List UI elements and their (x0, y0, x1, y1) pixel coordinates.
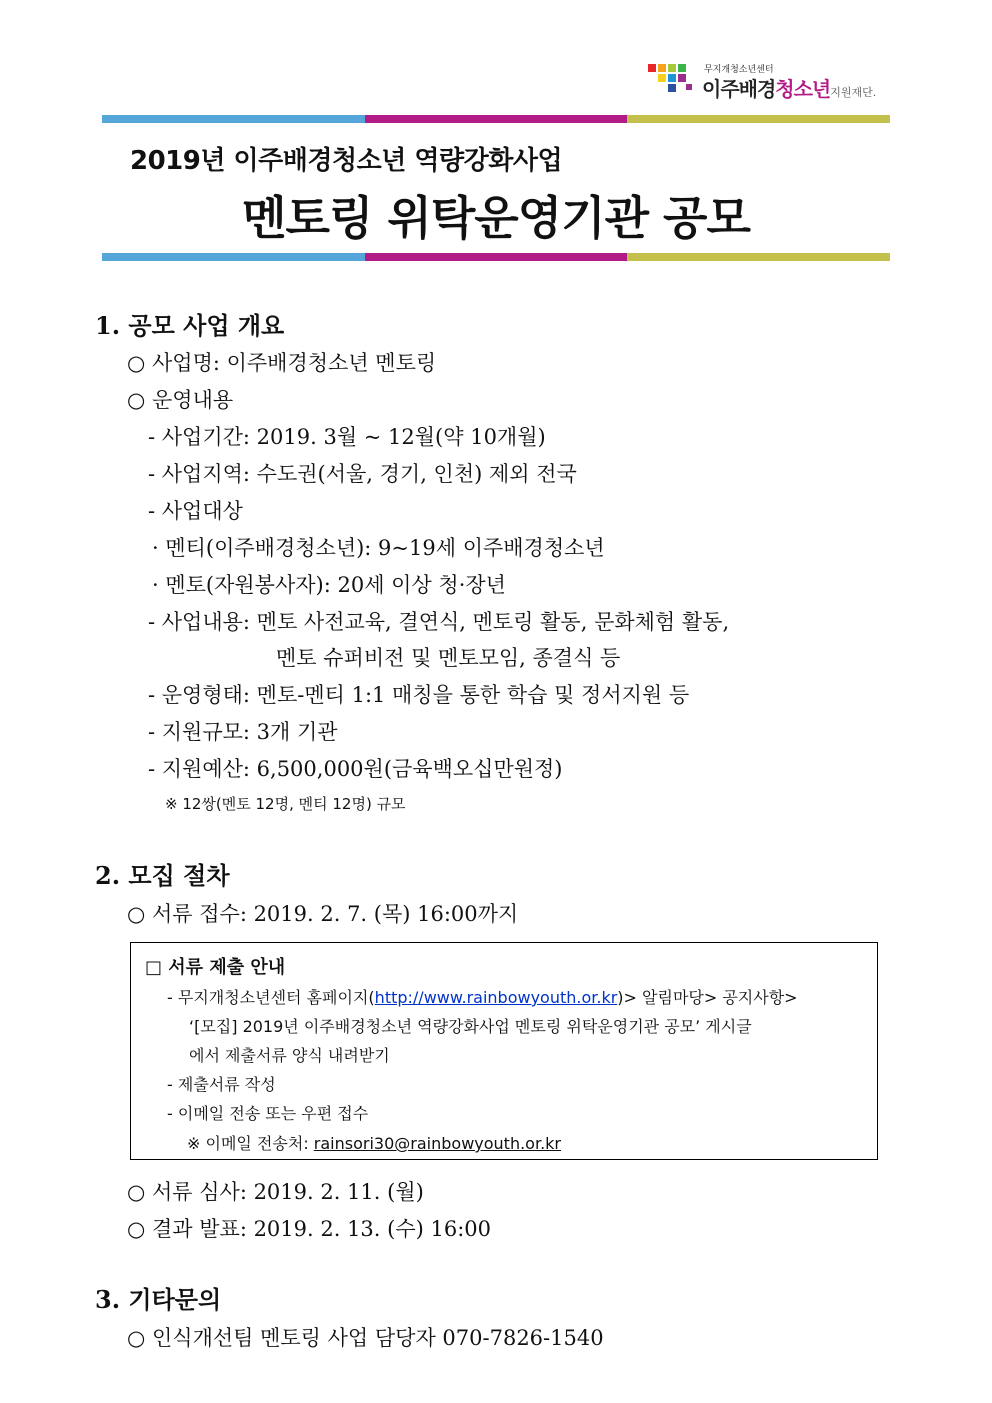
support-budget: - 지원예산: 6,500,000원(금육백오십만원정) (148, 757, 563, 781)
inquiry-contact: ○ 인식개선팀 멘토링 사업 담당자 070-7826-1540 (127, 1326, 604, 1350)
logo-name (702, 73, 876, 102)
header-top-bar (102, 115, 890, 123)
guide-line-download: 에서 제출서류 양식 내려받기 (189, 1046, 390, 1065)
foundation-logo (648, 62, 888, 101)
logo-name-part2: 청소년 (775, 77, 831, 101)
result-announcement: ○ 결과 발표: 2019. 2. 13. (수) 16:00 (127, 1217, 492, 1241)
business-name: ○ 사업명: 이주배경청소년 멘토링 (127, 351, 437, 375)
bar-segment-olive (627, 253, 890, 261)
bar-segment-blue (102, 253, 365, 261)
business-region: - 사업지역: 수도권(서울, 경기, 인천) 제외 전국 (148, 462, 577, 486)
guide-line-email (187, 1131, 561, 1154)
target-mentee: · 멘티(이주배경청소년): 9~19세 이주배경청소년 (152, 536, 605, 560)
logo-name-suffix: 지원재단. (830, 86, 877, 99)
bar-segment-blue (102, 115, 365, 123)
logo-name-part1: 이주배경 (702, 77, 776, 101)
business-content-line1: - 사업내용: 멘토 사전교육, 결연식, 멘토링 활동, 문화체험 활동, (148, 610, 730, 634)
business-period: - 사업기간: 2019. 3월 ~ 12월(약 10개월) (148, 425, 546, 449)
submission-guide-box (130, 942, 878, 1160)
budget-note: ※ 12쌍(멘토 12명, 멘티 12명) 규모 (165, 795, 406, 813)
homepage-link[interactable]: http://www.rainbowyouth.or.kr (374, 988, 618, 1007)
support-scale: - 지원규모: 3개 기관 (148, 720, 338, 744)
guide-line-homepage-post: )> 알림마당> 공지사항> (617, 988, 798, 1007)
bar-segment-olive (627, 115, 890, 123)
submission-guide-title: □ 서류 제출 안내 (145, 957, 286, 978)
contact-email-link[interactable]: rainsori30@rainbowyouth.or.kr (313, 1134, 561, 1153)
business-target: - 사업대상 (148, 499, 243, 523)
logo-subtitle: 무지개청소년센터 (704, 65, 774, 75)
target-mentor: · 멘토(자원봉사자): 20세 이상 청·장년 (152, 573, 506, 597)
document-receipt: ○ 서류 접수: 2019. 2. 7. (목) 16:00까지 (127, 902, 519, 926)
section-heading-overview: 1. 공모 사업 개요 (95, 311, 285, 340)
guide-line-homepage-pre: - 무지개청소년센터 홈페이지( (167, 988, 375, 1007)
header-subtitle: 2019년 이주배경청소년 역량강화사업 (130, 146, 563, 176)
operation-form: - 운영형태: 멘토-멘티 1:1 매칭을 통한 학습 및 정서지원 등 (148, 683, 690, 707)
guide-line-post-title: ‘[모집] 2019년 이주배경청소년 역량강화사업 멘토링 위탁운영기관 공모’ 게시글 (189, 1017, 752, 1036)
bar-segment-magenta (365, 115, 628, 123)
operation-label: ○ 운영내용 (127, 388, 234, 412)
guide-line-write: - 제출서류 작성 (167, 1075, 276, 1094)
header-bottom-bar (102, 253, 890, 261)
guide-line-homepage (167, 985, 798, 1008)
bar-segment-magenta (365, 253, 628, 261)
guide-line-email-pre: ※ 이메일 전송처: (187, 1134, 314, 1153)
document-review: ○ 서류 심사: 2019. 2. 11. (월) (127, 1180, 424, 1204)
section-heading-procedure: 2. 모집 절차 (95, 861, 230, 890)
logo-mosaic-icon (648, 62, 696, 98)
page-title: 멘토링 위탁운영기관 공모 (242, 191, 750, 245)
section-heading-inquiry: 3. 기타문의 (95, 1285, 222, 1314)
business-content-line2: 멘토 슈퍼비전 및 멘토모임, 종결식 등 (276, 646, 621, 670)
guide-line-submit: - 이메일 전송 또는 우편 접수 (167, 1104, 369, 1123)
